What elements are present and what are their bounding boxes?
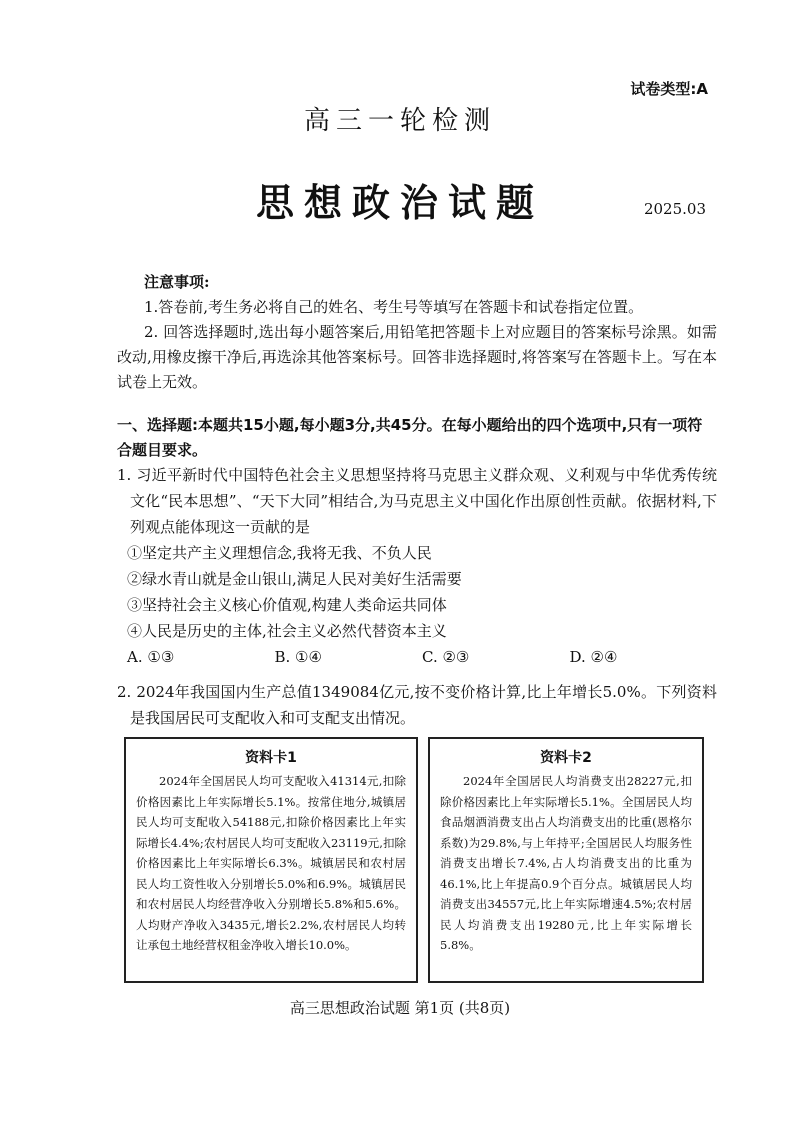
statement-3: ③坚持社会主义核心价值观,构建人类命运共同体 bbox=[127, 596, 447, 614]
statement-4: ④人民是历史的主体,社会主义必然代替资本主义 bbox=[127, 622, 447, 640]
option-c: C. ②③ bbox=[422, 648, 470, 666]
question-2-stem: 2. 2024年我国国内生产总值1349084亿元,按不变价格计算,比上年增长5.0%。下列资料是我国居民可支配收入和可支配支出情况。 bbox=[117, 683, 717, 727]
section-header: 一、选择题:本题共15小题,每小题3分,共45分。在每小题给出的四个选项中,只有一项符合题目要求。 bbox=[117, 416, 703, 459]
option-a: A. ①③ bbox=[127, 648, 175, 666]
data-card-2-body: 2024年全国居民人均消费支出28227元,扣除价格因素比上年实际增长5.1%。全国居民人均食品烟酒消费支出占人均消费支出的比重(恩格尔系数)为29.8%,与上年持平;全国居民人均服务性消费支出增长7.4%,占人均消费支出的比重为46.1%,比上年提高0.9个百分点。城镇居民人均消费支出34557元,比上年实际增速4.5%;农村居民人均消费支出19280元,比上年实际增长5.8%。 bbox=[440, 774, 692, 952]
notes-title: 注意事项: bbox=[144, 273, 210, 291]
statement-1: ①坚定共产主义理想信念,我将无我、不负人民 bbox=[127, 544, 432, 562]
paper-type-label: 试卷类型:A bbox=[630, 80, 708, 98]
data-card-2-title: 资料卡2 bbox=[540, 750, 592, 766]
option-b: B. ①④ bbox=[274, 648, 322, 666]
note-item-1: 1.答卷前,考生务必将自己的姓名、考生号等填写在答题卡和试卷指定位置。 bbox=[144, 298, 644, 316]
question-1-stem: 1. 习近平新时代中国特色社会主义思想坚持将马克思主义群众观、义利观与中华优秀传统文化“民本思想”、“天下大同”相结合,为马克思主义中国化作出原创性贡献。依据材料,下列观点能体现这一贡献的是 bbox=[117, 466, 717, 536]
data-card-1-title: 资料卡1 bbox=[245, 750, 297, 766]
statement-2: ②绿水青山就是金山银山,满足人民对美好生活需要 bbox=[127, 570, 462, 588]
page-footer: 高三思想政治试题 第1页 (共8页) bbox=[289, 999, 511, 1017]
data-card-1-body: 2024年全国居民人均可支配收入41314元,扣除价格因素比上年实际增长5.1%。按常住地分,城镇居民人均可支配收入54188元,扣除价格因素比上年实际增长4.4%;农村居民人均可支配收入23119元,扣除价格因素比上年实际增长6.3%。城镇居民和农村居民人均工资性收入分别增长5.0%和6.9%。城镇居民和农村居民人均经营净收入分别增长5.8%和5.6%。人均财产净收入3435元,增长2.2%,农村居民人均转让承包土地经营权租金净收入增长10.0%。 bbox=[136, 774, 406, 952]
notes-section bbox=[117, 270, 717, 395]
question-2 bbox=[117, 679, 717, 731]
answer-options bbox=[117, 644, 717, 670]
exam-date: 2025.03 bbox=[643, 200, 706, 218]
question-1 bbox=[117, 462, 717, 670]
exam-name: 高三一轮检测 bbox=[303, 106, 496, 136]
subject-title: 思想政治试题 bbox=[255, 180, 544, 225]
data-card-2 bbox=[428, 737, 704, 983]
option-d: D. ②④ bbox=[569, 648, 618, 666]
data-card-1 bbox=[124, 737, 418, 983]
note-item-2: 2. 回答选择题时,选出每小题答案后,用铅笔把答题卡上对应题目的答案标号涂黑。如需改动,用橡皮擦干净后,再选涂其他答案标号。回答非选择题时,将答案写在答题卡上。写在本试卷上无效。 bbox=[117, 323, 717, 391]
